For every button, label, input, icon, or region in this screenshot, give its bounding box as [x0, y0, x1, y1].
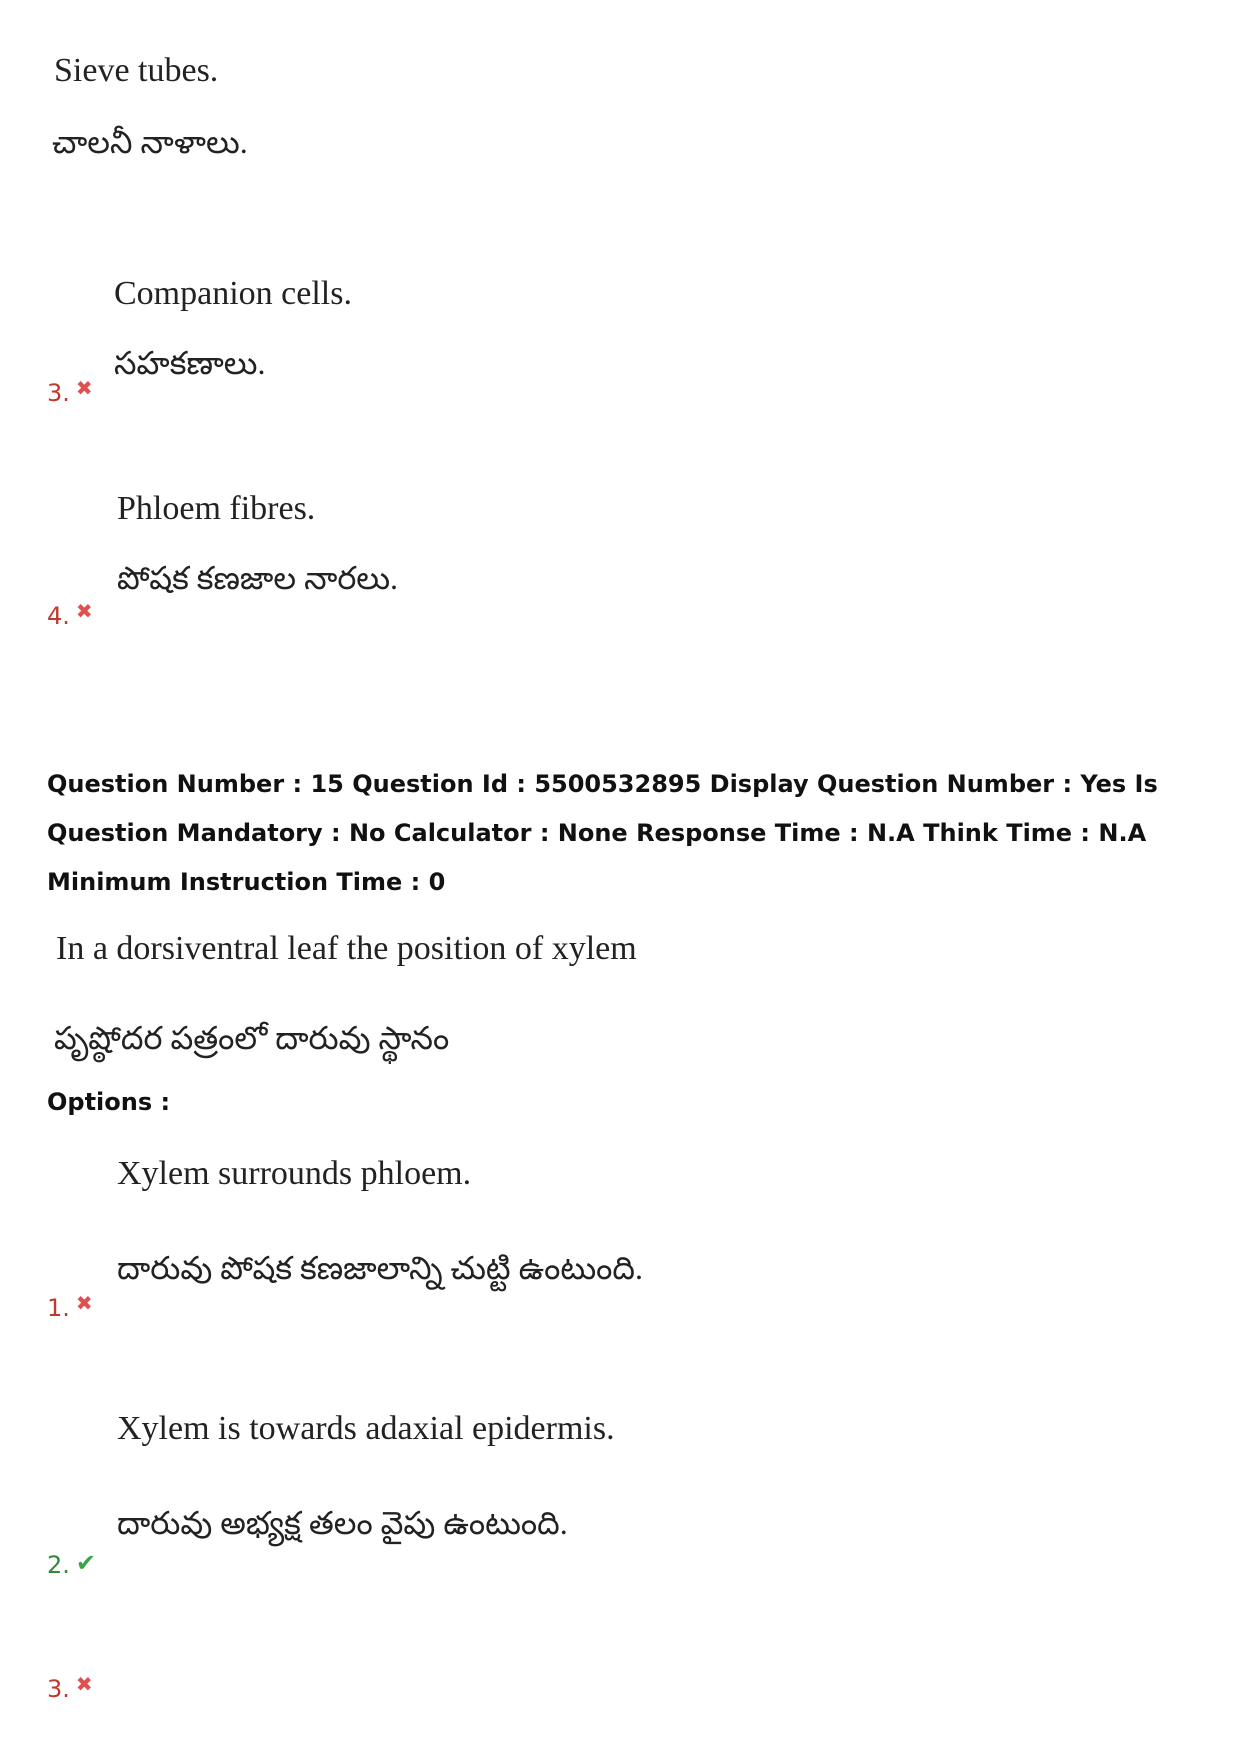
option-text-te: సహకణాలు. — [114, 345, 266, 381]
option-text-en: Phloem fibres. — [117, 490, 316, 527]
cross-mark-icon: ✖ — [75, 1672, 93, 1696]
option-text-en: Companion cells. — [114, 275, 352, 312]
question-text-en: In a dorsiventral leaf the position of xylem — [56, 930, 637, 967]
option-text-en: Sieve tubes. — [54, 52, 219, 89]
option-text-en: Xylem is towards adaxial epidermis. — [117, 1410, 615, 1447]
check-mark-icon: ✔ — [75, 1549, 97, 1577]
option-text-en: Xylem surrounds phloem. — [117, 1155, 472, 1192]
cross-mark-icon: ✖ — [75, 1291, 93, 1315]
option-number: 4. ✖ — [47, 599, 93, 630]
option-number: 1. ✖ — [47, 1291, 93, 1322]
option-text-te: దారువు అభ్యక్ష తలం వైపు ఉంటుంది. — [117, 1505, 568, 1541]
cross-mark-icon: ✖ — [75, 376, 93, 400]
question-text-te: పృష్ఠోదర పత్రంలో దారువు స్థానం — [54, 1020, 450, 1056]
option-text-te: దారువు పోషక కణజాలాన్ని చుట్టి ఉంటుంది. — [117, 1250, 643, 1286]
cross-mark-icon: ✖ — [75, 599, 93, 623]
option-number: 3. ✖ — [47, 376, 93, 407]
question-metadata: Question Number : 15 Question Id : 5500532895 Display Question Number : Yes Is Question Mandatory : No Calculator : None Response Time : N.A Think Time : N.A Minimum Instruction Time : 0 — [47, 770, 1158, 896]
option-text-te: చాలనీ నాళాలు. — [52, 124, 248, 160]
option-text-te: పోషక కణజాల నారలు. — [117, 560, 399, 596]
option-number: 3. ✖ — [47, 1672, 93, 1703]
option-number: 2. ✔ — [47, 1549, 97, 1579]
options-label: Options : — [47, 1088, 171, 1116]
